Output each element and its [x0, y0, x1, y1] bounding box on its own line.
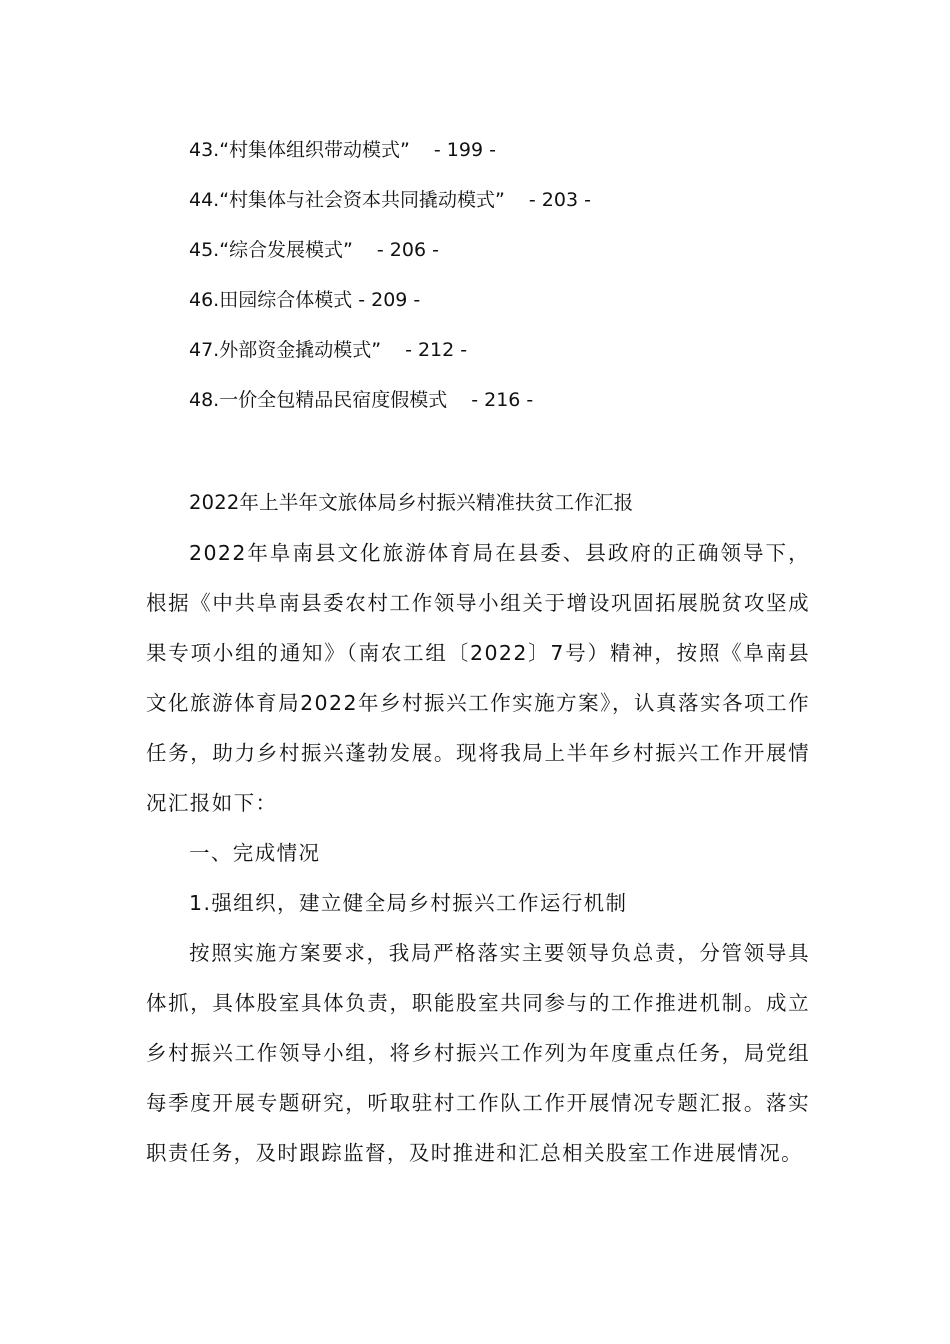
toc-item-title: 46.田园综合体模式 — [189, 289, 353, 311]
toc-item[interactable] — [189, 183, 829, 233]
toc-item-title: 45.“综合发展模式” — [189, 239, 353, 261]
toc-item-title: 48.一价全包精品民宿度假模式 — [189, 389, 448, 411]
section-heading: 一、完成情况 — [189, 841, 321, 865]
toc-item[interactable] — [189, 233, 829, 283]
report-body — [146, 478, 810, 1178]
toc-item-page: - 216 - — [471, 389, 534, 411]
toc-item-page: - 212 - — [405, 339, 468, 361]
toc-item[interactable] — [189, 283, 829, 333]
toc-item-title: 43.“村集体组织带动模式” — [189, 139, 410, 161]
table-of-contents — [189, 133, 829, 433]
intro-paragraph: 2022年阜南县文化旅游体育局在县委、县政府的正确领导下，根据《中共阜南县委农村工作领导小组关于增设巩固拓展脱贫攻坚成果专项小组的通知》（南农工组〔2022〕7号）精神，按照《阜南县文化旅游体育局2022年乡村振兴工作实施方案》，认真落实各项工作任务，助力乡村振兴蓬勃发展。现将我局上半年乡村振兴工作开展情况汇报如下： — [146, 541, 810, 815]
toc-item-page: - 199 - — [433, 139, 496, 161]
toc-item-page: - 203 - — [528, 189, 591, 211]
toc-item-title: 47.外部资金撬动模式” — [189, 339, 382, 361]
subsection-paragraph: 按照实施方案要求，我局严格落实主要领导负总责，分管领导具体抓，具体股室具体负责，职能股室共同参与的工作推进机制。成立乡村振兴工作领导小组，将乡村振兴工作列为年度重点任务，局党组每季度开展专题研究，听取驻村工作队工作开展情况专题汇报。落实职责任务，及时跟踪监督，及时推进和汇总相关股室工作进展情况。 — [146, 941, 810, 1165]
toc-item-title: 44.“村集体与社会资本共同撬动模式” — [189, 189, 505, 211]
toc-item[interactable] — [189, 333, 829, 383]
report-title: 2022年上半年文旅体局乡村振兴精准扶贫工作汇报 — [189, 491, 634, 514]
toc-item-page: - 209 - — [358, 289, 421, 311]
toc-item[interactable] — [189, 133, 829, 183]
toc-item-page: - 206 - — [376, 239, 439, 261]
subsection-heading: 1.强组织，建立健全局乡村振兴工作运行机制 — [189, 891, 628, 915]
toc-item[interactable] — [189, 383, 829, 433]
